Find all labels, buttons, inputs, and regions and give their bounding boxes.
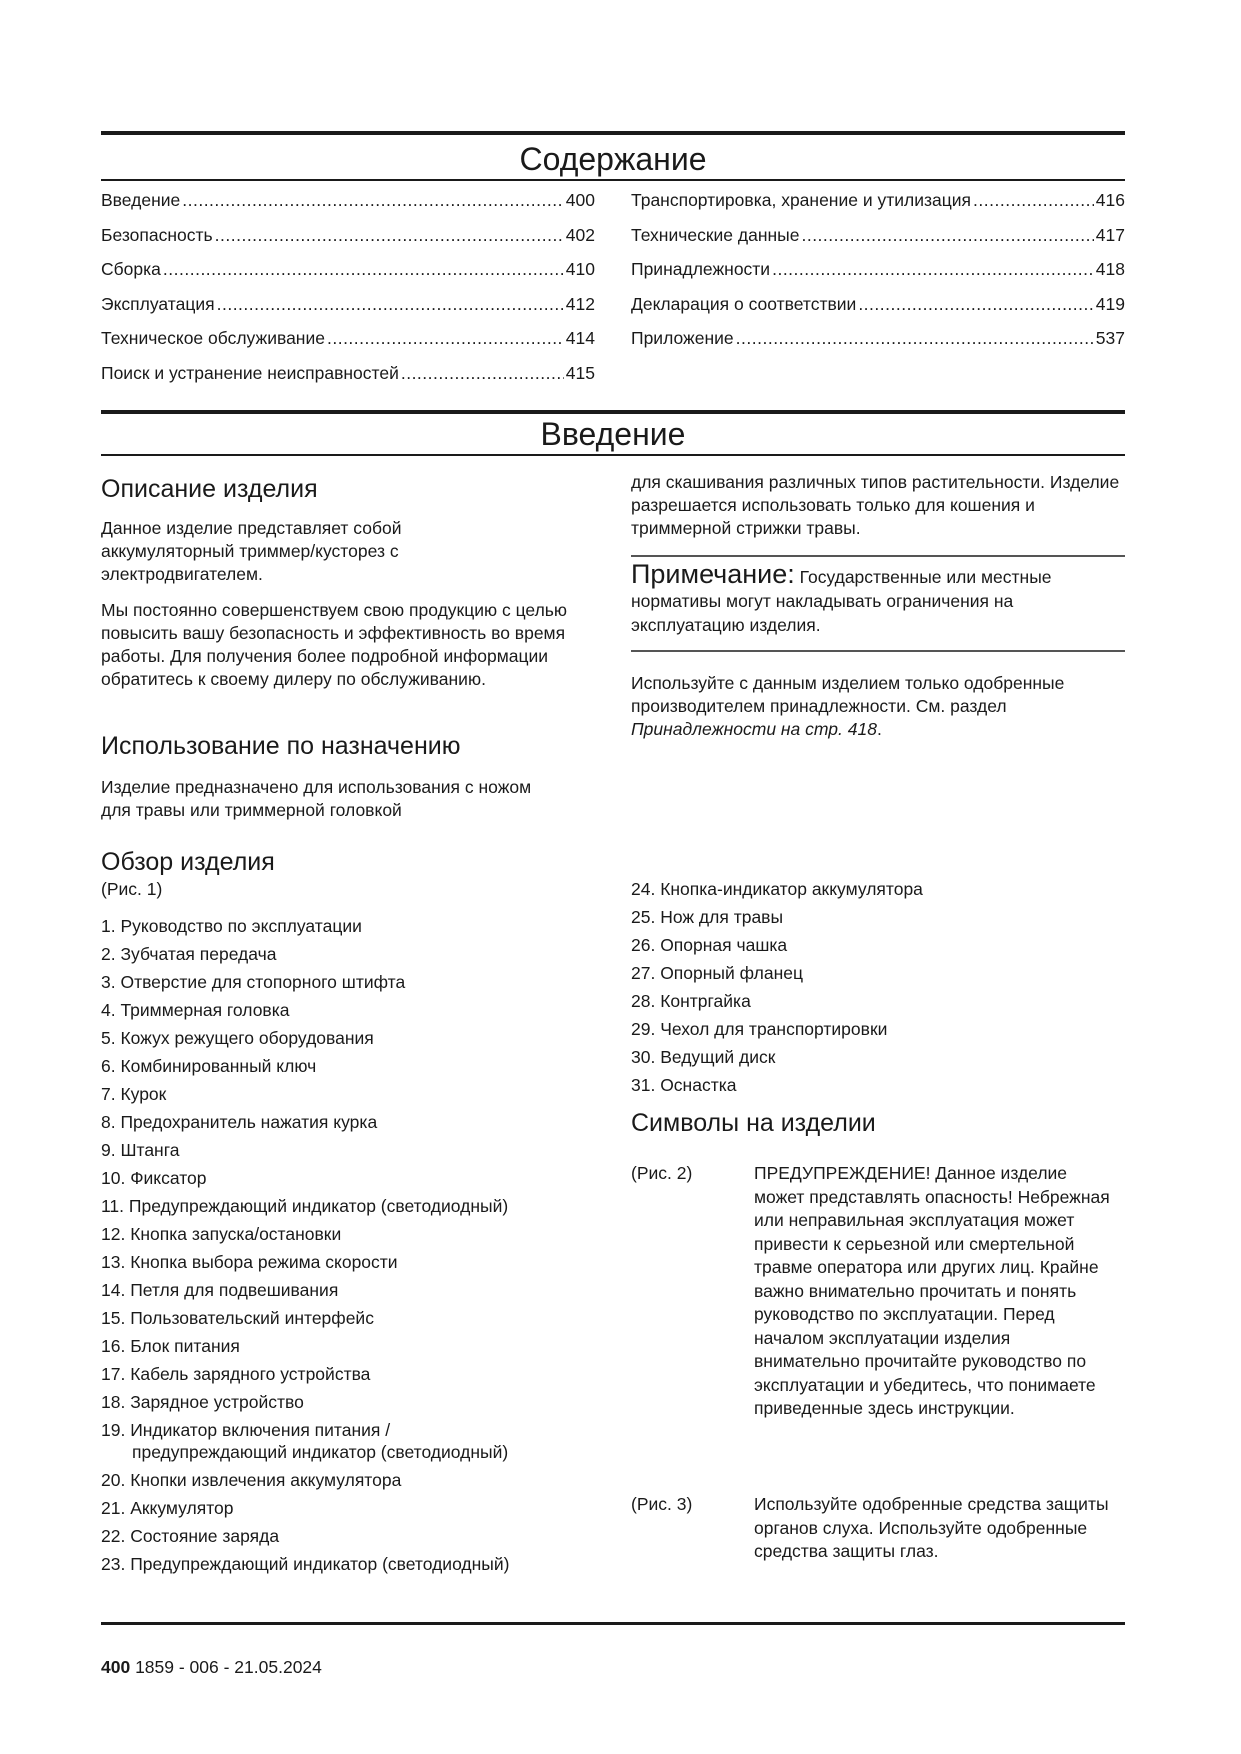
note-bottom-rule: [631, 650, 1125, 652]
toc-entry[interactable]: [101, 294, 595, 329]
list-item: 12. Кнопка запуска/остановки: [101, 1224, 342, 1244]
note-text: Государственные или местные нормативы могут накладывать ограничения на эксплуатацию изделия.: [631, 567, 1052, 635]
list-item: 14. Петля для подвешивания: [101, 1280, 339, 1300]
intro-top-rule: [101, 410, 1125, 414]
list-item: 16. Блок питания: [101, 1336, 240, 1356]
toc-entry-page: 402: [565, 224, 595, 245]
toc-leader: [401, 363, 564, 384]
page-number: 400: [101, 1657, 131, 1677]
toc-entry-page: 415: [565, 362, 595, 383]
toc-entry-page: 418: [1095, 259, 1125, 279]
toc-right-column: [631, 190, 1125, 363]
toc-left-column: [101, 190, 595, 397]
toc-entry-page: 537: [1095, 328, 1125, 348]
list-item: 15. Пользовательский интерфейс: [101, 1308, 374, 1328]
accessories-text: Используйте с данным изделием только одобренные производителем принадлежности. См. раздел: [631, 673, 1065, 716]
toc-title: Содержание: [519, 141, 707, 177]
list-item: 5. Кожух режущего оборудования: [101, 1028, 374, 1048]
list-item: 1. Руководство по эксплуатации: [101, 916, 362, 936]
list-item: 17. Кабель зарядного устройства: [101, 1364, 371, 1384]
list-item: 29. Чехол для транспортировки: [631, 1019, 888, 1039]
intended-use-para-continued: для скашивания различных типов растительности. Изделие разрешается использовать только для кошения и триммерной стрижки травы.: [631, 472, 1120, 538]
toc-entry[interactable]: [631, 259, 1125, 294]
intro-title-underline: [101, 454, 1125, 456]
list-item: 24. Кнопка-индикатор аккумулятора: [631, 879, 923, 899]
list-item: 10. Фиксатор: [101, 1168, 207, 1188]
list-item: 26. Опорная чашка: [631, 935, 788, 955]
toc-entry-page: 419: [1095, 293, 1125, 314]
list-item: 30. Ведущий диск: [631, 1047, 776, 1067]
note-heading: Примечание:: [631, 559, 795, 589]
toc-entry-label: Безопасность: [101, 224, 213, 245]
list-item: 8. Предохранитель нажатия курка: [101, 1112, 378, 1132]
toc-entry-label: Транспортировка, хранение и утилизация: [631, 190, 972, 210]
intro-title: Введение: [540, 416, 686, 452]
note-top-rule: [631, 555, 1125, 557]
toc-entry-page: 416: [1095, 190, 1125, 210]
toc-leader: [772, 259, 1094, 280]
accessories-end: .: [876, 719, 882, 739]
list-item: 11. Предупреждающий индикатор (светодиодный): [101, 1196, 509, 1216]
footer-rule: [101, 1622, 1125, 1625]
toc-entry[interactable]: [631, 225, 1125, 260]
product-description-heading: Описание изделия: [101, 475, 318, 503]
toc-leader: [163, 259, 564, 280]
symbol-description: ПРЕДУПРЕЖДЕНИЕ! Данное изделие может представлять опасность! Небрежная или неправильная эксплуатация может привести к серьезной или смертельной травме оператора или других лиц. Крайне важно внимательно прочитать и понять руководство по эксплуатации. Перед началом эксплуатации изделия внимательно прочитайте руководство по эксплуатации и убедитесь, что понимаете приведенные здесь инструкции.: [754, 1163, 1110, 1418]
document-id: 1859 - 006 - 21.05.2024: [135, 1657, 322, 1677]
toc-entry-label: Сборка: [101, 259, 161, 279]
accessories-para: [631, 672, 1125, 741]
toc-entry-page: 417: [1095, 224, 1125, 245]
toc-entry-label: Технические данные: [631, 224, 800, 245]
overview-fig-ref: (Рис. 1): [101, 879, 163, 899]
toc-entry[interactable]: [101, 225, 595, 260]
toc-entry[interactable]: [631, 190, 1125, 225]
footer: [101, 1657, 322, 1678]
list-item: 21. Аккумулятор: [101, 1498, 234, 1518]
toc-leader: [217, 294, 564, 315]
toc-leader: [736, 328, 1094, 349]
toc-entry-page: 400: [565, 190, 595, 210]
toc-leader: [973, 190, 1094, 211]
list-item-line: предупреждающий индикатор (светодиодный): [132, 1442, 509, 1462]
list-item: 7. Курок: [101, 1084, 167, 1104]
intended-use-para: Изделие предназначено для использования с ножом для травы или триммерной головкой: [101, 777, 532, 820]
symbol-description: Используйте одобренные средства защиты органов слуха. Используйте одобренные средства защиты глаз.: [754, 1494, 1109, 1561]
list-item: 18. Зарядное устройство: [101, 1392, 304, 1412]
toc-leader: [182, 190, 564, 211]
toc-title-underline: [101, 179, 1125, 181]
toc-entry-label: Техническое обслуживание: [101, 328, 325, 348]
toc-entry-label: Эксплуатация: [101, 293, 215, 314]
toc-entry-page: 412: [565, 293, 595, 314]
note-block: [631, 559, 1125, 637]
accessories-link[interactable]: Принадлежности на стр. 418: [631, 719, 877, 739]
list-item: 2. Зубчатая передача: [101, 944, 277, 964]
overview-heading: Обзор изделия: [101, 848, 275, 876]
list-item: 20. Кнопки извлечения аккумулятора: [101, 1470, 402, 1490]
toc-leader: [801, 225, 1093, 246]
list-item: [101, 1416, 621, 1466]
list-item: 22. Состояние заряда: [101, 1526, 280, 1546]
toc-leader: [215, 225, 564, 246]
list-item: 23. Предупреждающий индикатор (светодиодный): [101, 1554, 510, 1574]
toc-entry-label: Введение: [101, 190, 181, 210]
toc-entry[interactable]: [101, 328, 595, 363]
list-item: 4. Триммерная головка: [101, 1000, 290, 1020]
toc-entry-label: Декларация о соответствии: [631, 293, 857, 314]
toc-entry[interactable]: [631, 294, 1125, 329]
product-description-para-2: Мы постоянно совершенствуем свою продукцию с целью повысить вашу безопасность и эффективность во время работы. Для получения более подробной информации обратитесь к своему дилеру по обслуживанию.: [101, 600, 568, 689]
toc-entry[interactable]: [631, 328, 1125, 363]
toc-leader: [858, 294, 1093, 315]
list-item: 28. Контргайка: [631, 991, 751, 1011]
toc-entry-label: Принадлежности: [631, 259, 771, 279]
overview-list-left: [101, 912, 621, 1578]
list-item: 25. Нож для травы: [631, 907, 784, 927]
list-item: 27. Опорный фланец: [631, 963, 804, 983]
list-item-line: 19. Индикатор включения питания /: [101, 1420, 391, 1440]
toc-entry-page: 414: [565, 328, 595, 348]
toc-entry[interactable]: [101, 363, 595, 398]
toc-entry[interactable]: [101, 259, 595, 294]
toc-entry-label: Поиск и устранение неисправностей: [101, 362, 399, 383]
list-item: 13. Кнопка выбора режима скорости: [101, 1252, 398, 1272]
intended-use-heading: Использование по назначению: [101, 732, 461, 760]
symbol-fig-ref: (Рис. 2): [631, 1163, 693, 1183]
list-item: 9. Штанга: [101, 1140, 180, 1160]
product-description-para-1: Данное изделие представляет собой аккумуляторный триммер/кусторез с электродвигателем.: [101, 518, 402, 584]
toc-entry[interactable]: [101, 190, 595, 225]
symbols-heading: Символы на изделии: [631, 1109, 876, 1137]
toc-entry-page: 410: [565, 259, 595, 279]
toc-entry-label: Приложение: [631, 328, 734, 348]
toc-leader: [327, 328, 564, 349]
symbol-fig-ref: (Рис. 3): [631, 1494, 693, 1514]
toc-top-rule: [101, 131, 1125, 135]
list-item: 31. Оснастка: [631, 1075, 737, 1095]
overview-list-right: [631, 875, 1125, 1099]
list-item: 6. Комбинированный ключ: [101, 1056, 317, 1076]
list-item: 3. Отверстие для стопорного штифта: [101, 972, 406, 992]
